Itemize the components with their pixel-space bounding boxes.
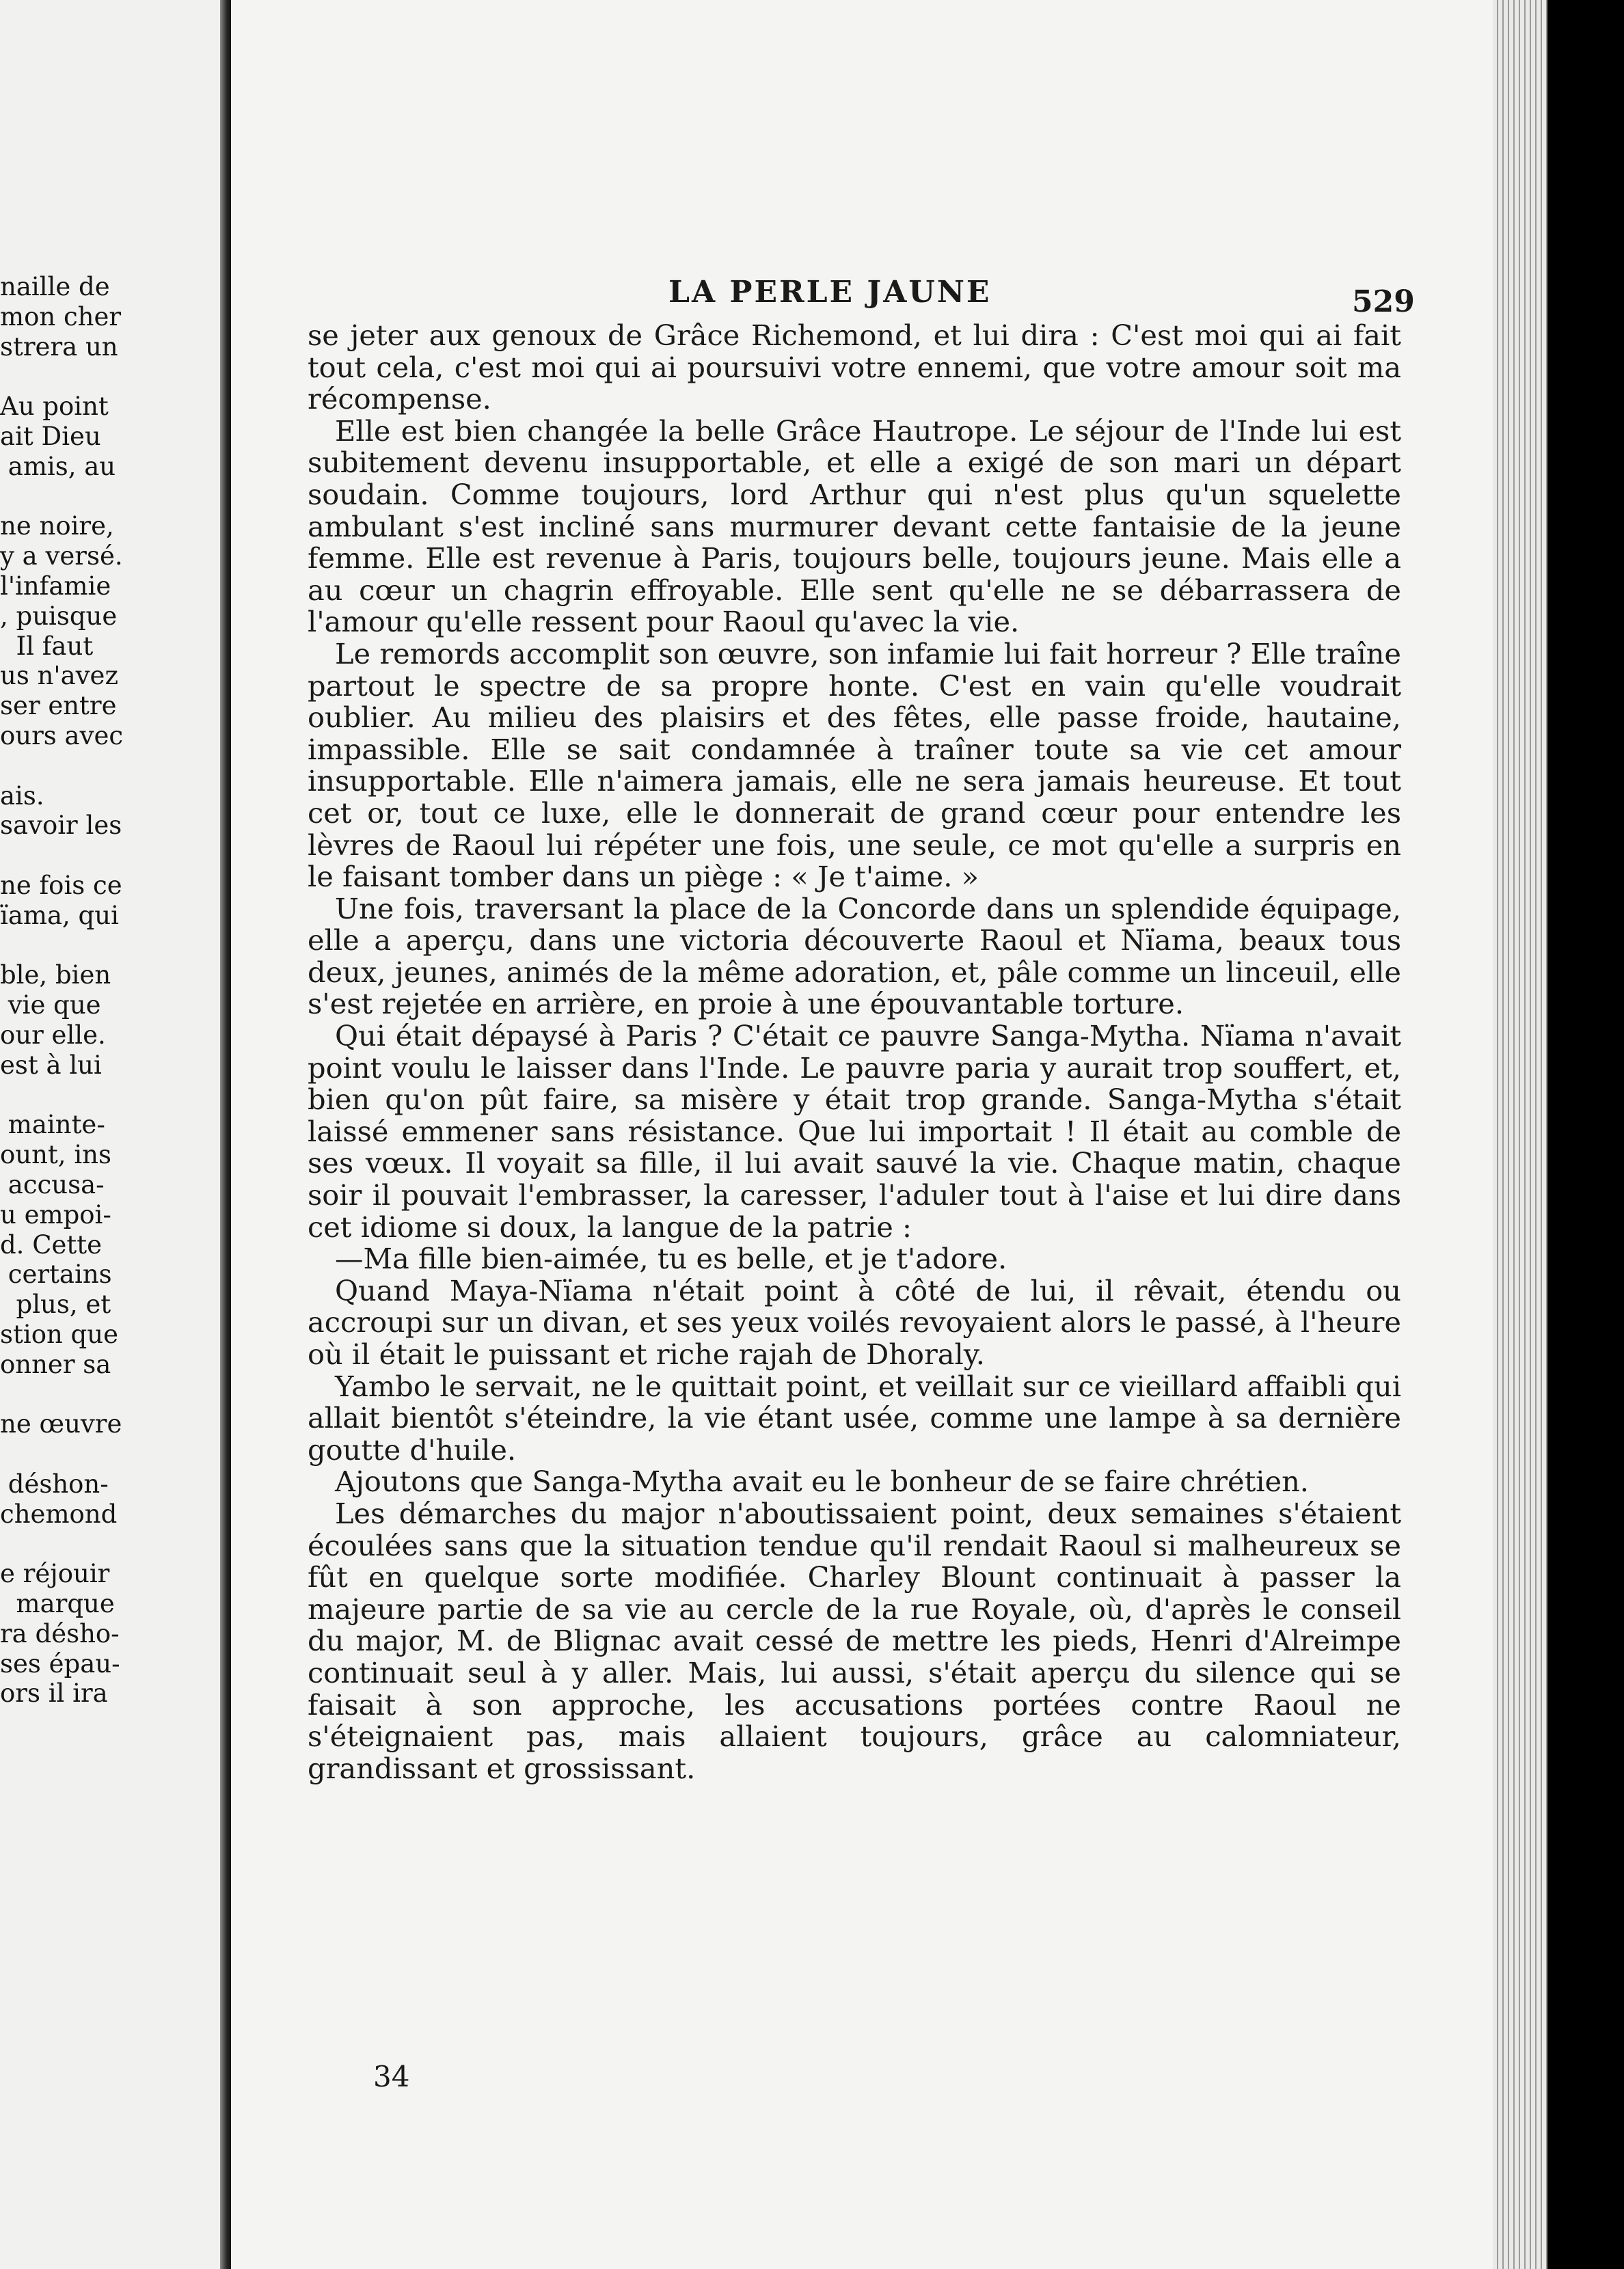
paragraph: Qui était dépaysé à Paris ? C'était ce pauvre Sanga-Mytha. Nïama n'avait point voulu le laisser dans l'Inde. Le pauvre paria y aurait trop souffert, et, bien qu'on pût faire, sa misère y était trop grande. Sanga-Mytha s'était laissé emmener sans résistance. Que lui importait ! Il était au comble de ses vœux. Il voyait sa fille, il lui avait sauvé la vie. Chaque matin, chaque soir il pouvait l'embrasser, la caresser, l'aduler tout à l'aise et lui dire dans cet idiome si doux, la langue de la patrie :: [308, 1019, 1401, 1244]
left-page-line: [0, 1379, 220, 1409]
left-page-line: [0, 1439, 220, 1469]
left-page-line: onner sa: [0, 1349, 111, 1379]
paragraph: —Ma fille bien-aimée, tu es belle, et je t'adore.: [335, 1242, 1007, 1276]
paragraph: se jeter aux genoux de Grâce Richemond, et lui dira : C'est moi qui ai fait tout cela, c'est moi qui ai poursuivi votre ennemi, que votre amour soit ma récompense.: [308, 318, 1401, 416]
left-page-line: ble, bien: [0, 960, 111, 990]
left-page-line: , puisque: [0, 601, 118, 631]
left-page-line: ra désho-: [0, 1618, 120, 1648]
left-page-line: [0, 751, 220, 781]
left-page-line: accusa-: [0, 1169, 105, 1199]
left-page-line: plus, et: [0, 1290, 111, 1320]
paragraph: Quand Maya-Nïama n'était point à côté de lui, il rêvait, étendu ou accroupi sur un divan, et ses yeux voilés revoyaient alors le passé, à l'heure où il était le puissant et riche rajah de Dhoraly.: [308, 1273, 1401, 1371]
left-page-line: l'infamie: [0, 571, 111, 601]
left-page-line: [0, 1081, 220, 1111]
paragraph: Elle est bien changée la belle Grâce Hautrope. Le séjour de l'Inde lui est subitement devenu insupportable, et elle a exigé de son mari un départ soudain. Comme toujours, lord Arthur qui n'est plus qu'un squelette ambulant s'est incliné sans murmurer devant cette fantaisie de la jeune femme. Elle est revenue à Paris, toujours belle, toujours jeune. Mais elle a au cœur un chagrin effroyable. Elle sent qu'elle ne se débarrassera de l'amour qu'elle ressent pour Raoul qu'avec la vie.: [308, 413, 1401, 639]
left-page-line: mainte-: [0, 1110, 105, 1140]
page-number: 529: [1352, 284, 1415, 319]
left-page-line: vie que: [0, 990, 101, 1020]
left-page-line: u empoi-: [0, 1199, 111, 1229]
left-page-line: ais.: [0, 780, 44, 811]
left-page-line: stion que: [0, 1319, 118, 1349]
right-page: [231, 0, 1493, 2269]
left-page-line: ount, ins: [0, 1140, 111, 1170]
left-page-line: chemond: [0, 1499, 118, 1529]
left-page-line: our elle.: [0, 1020, 106, 1050]
left-page-line: savoir les: [0, 811, 122, 841]
left-page-line: ours avec: [0, 720, 124, 750]
left-page-line: [0, 362, 220, 392]
left-page: [0, 0, 220, 2269]
left-page-line: [0, 482, 220, 512]
left-page-text: [0, 272, 220, 1709]
paragraph: Une fois, traversant la place de la Concorde dans un splendide équipage, elle a aperçu, dans une victoria découverte Raoul et Nïama, beaux tous deux, jeunes, animés de la même adoration, et, pâle comme un linceuil, elle s'est rejetée en arrière, en proie à une épouvantable torture.: [308, 891, 1401, 1021]
left-page-line: amis, au: [0, 451, 116, 481]
left-page-line: ne fois ce: [0, 870, 122, 900]
left-page-line: certains: [0, 1260, 112, 1290]
left-page-line: ses épau-: [0, 1648, 120, 1679]
left-page-line: e réjouir: [0, 1559, 110, 1589]
paragraph: Ajoutons que Sanga-Mytha avait eu le bonheur de se faire chrétien.: [335, 1465, 1310, 1499]
left-page-line: ser entre: [0, 691, 117, 721]
left-page-line: ne œuvre: [0, 1409, 122, 1439]
left-page-line: mon cher: [0, 301, 122, 331]
left-page-line: naille de: [0, 272, 110, 301]
page-edges: [1493, 0, 1547, 2269]
left-page-line: ne noire,: [0, 511, 114, 541]
paragraph: Les démarches du major n'aboutissaient point, deux semaines s'étaient écoulées sans que la situation tendue qu'il rendait Raoul si malheureux se fût en quelque sorte modifiée. Charley Blount continuait à passer la majeure partie de sa vie au cercle de la rue Royale, où, d'après le conseil du major, M. de Blignac avait cessé de mettre les pieds, Henri d'Alreimpe continuait seul à y aller. Mais, lui aussi, s'était aperçu du silence qui se faisait à son approche, les accusations portées contre Raoul ne s'éteignaient pas, mais allaient toujours, grâce au calomniateur, grandissant et grossissant.: [308, 1496, 1401, 1785]
left-page-line: ait Dieu: [0, 421, 101, 451]
left-page-line: [0, 841, 220, 871]
signature-mark: 34: [373, 2060, 410, 2093]
left-page-line: ïama, qui: [0, 900, 119, 930]
left-page-line: marque: [0, 1589, 115, 1619]
page-body: [308, 320, 1401, 1784]
left-page-line: d. Cette: [0, 1229, 103, 1260]
left-page-line: ors il ira: [0, 1679, 108, 1709]
left-page-line: strera un: [0, 331, 118, 362]
left-page-line: [0, 931, 220, 961]
left-page-line: [0, 1529, 220, 1559]
left-page-line: y a versé.: [0, 541, 123, 571]
book-gutter: [220, 0, 231, 2269]
paragraph: Le remords accomplit son œuvre, son infamie lui fait horreur ? Elle traîne partout le spectre de sa propre honte. C'est en vain qu'elle voudrait oublier. Au milieu des plaisirs et des fêtes, elle passe froide, hautaine, impassible. Elle se sait condamnée à traîner toute sa vie cet amour insupportable. Elle n'aimera jamais, elle ne sera jamais heureuse. Et tout cet or, tout ce luxe, elle le donnerait de grand cœur pour entendre les lèvres de Raoul lui répéter une fois, une seule, ce mot qu'elle a surpris en le faisant tomber dans un piège : « Je t'aime. »: [308, 636, 1401, 894]
paragraph: Yambo le servait, ne le quittait point, et veillait sur ce vieillard affaibli qui allait bientôt s'éteindre, la vie étant usée, comme une lampe à sa dernière goutte d'huile.: [308, 1369, 1401, 1467]
running-title: LA PERLE JAUNE: [668, 275, 992, 310]
left-page-line: déshon-: [0, 1469, 109, 1499]
left-page-line: us n'avez: [0, 661, 118, 691]
left-page-line: Au point: [0, 392, 109, 422]
left-page-line: est à lui: [0, 1050, 102, 1080]
left-page-line: Il faut: [0, 631, 94, 661]
